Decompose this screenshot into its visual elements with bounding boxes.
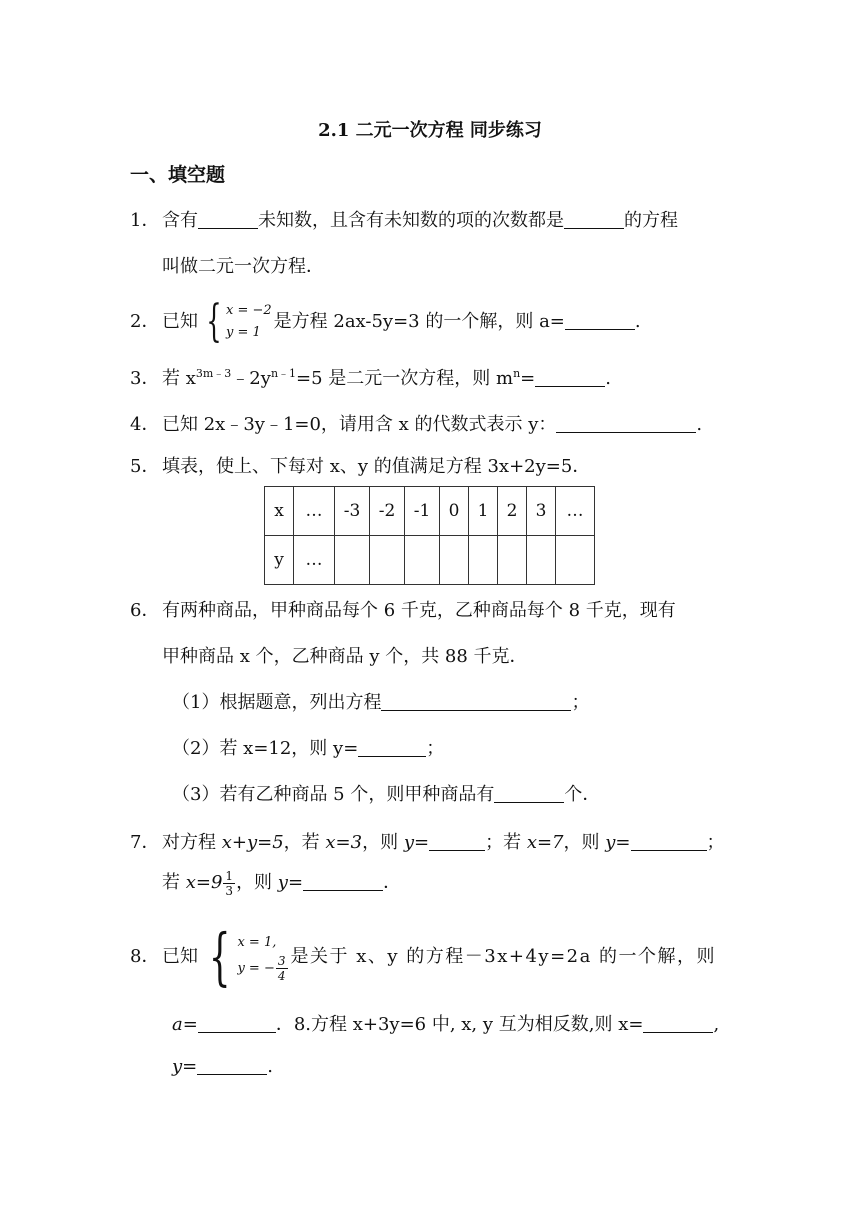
table-cell: 2 [498,487,527,536]
text: 是方程 2ax-5y=3 的一个解，则 a= [273,311,565,332]
equation: y= [172,1056,198,1077]
exponent: 3m﹣3 [195,367,232,380]
table-cell-input[interactable] [405,536,440,585]
table-cell: y [265,536,294,585]
question-6-part-1 [172,688,589,714]
denominator: 3 [225,883,234,898]
text: 若 [162,872,186,893]
text: ； [706,832,725,853]
question-number: 7． [130,832,160,853]
brace-icon: { [208,920,231,993]
text: = [520,368,536,389]
text: 个． [564,784,601,805]
text: 是关于 x、y 的方程－3x+4y=2a 的一个解，则 [290,946,717,967]
text: ，则 [362,832,404,853]
table-cell: x [265,487,294,536]
answer-blank[interactable] [303,872,383,891]
text: =5 是二元一次方程，则 m [296,368,514,389]
text: 若 x [162,368,196,389]
question-number: 6． [130,600,160,621]
exponent: n [513,367,521,380]
question-6-part-3 [172,780,600,806]
question-number: 2． [130,311,160,332]
question-7-cont [162,868,401,898]
table-cell-input[interactable] [527,536,556,585]
text: . [605,368,611,389]
numerator: 1 [225,868,234,883]
text: ； [426,738,445,759]
text: ，若 [283,832,326,853]
equation: x+y=5 [221,832,284,853]
equation-system [200,920,289,993]
text: ； [571,692,590,713]
question-number: 3． [130,368,160,389]
question-1-cont: 叫做二元一次方程． [162,256,324,277]
question-2 [130,296,641,347]
table-cell: 1 [469,487,498,536]
table-cell: … [294,536,335,585]
table-row-x [265,487,595,536]
text: 未知数，且含有未知数的项的次数都是 [258,210,564,231]
question-5 [130,452,590,478]
equation: a= [172,1014,198,1035]
answer-blank[interactable] [358,738,426,757]
question-number: 1． [130,210,160,231]
text: ．8.方程 x+3y=6 中, x, y 互为相反数,则 x= [275,1014,644,1035]
question-8-cont-2 [172,1056,273,1077]
text: , [713,1014,720,1035]
answer-blank[interactable] [198,1014,276,1033]
table-cell: 0 [440,487,469,536]
table-cell-input[interactable] [440,536,469,585]
system-line: y = − $\frac{3}{4}$ [237,953,286,983]
text: （2）若 x=12，则 y= [172,738,359,759]
text: 含有 [162,210,198,231]
text: 已知 [162,946,198,967]
equation: y= [605,832,631,853]
answer-blank[interactable] [564,210,624,229]
text: 的方程 [624,210,678,231]
numerator: 3 [277,953,286,968]
text: . [634,311,641,332]
table-cell-input[interactable] [469,536,498,585]
fraction [223,869,235,898]
text: 有两种商品，甲种商品每个 6 千克，乙种商品每个 8 千克，现有 [162,600,676,621]
text: . [267,1056,273,1077]
value-table [264,486,595,585]
table-cell: … [294,487,335,536]
question-6 [130,596,676,622]
text: ，则 [236,872,278,893]
section-heading: 一、填空题 [130,164,226,186]
system-line: x = −2 [226,303,272,318]
text: 对方程 [162,832,222,853]
question-8-cont [172,1010,719,1036]
answer-blank[interactable] [429,832,485,851]
text: （1）根据题意，列出方程 [172,692,382,713]
text: ﹣2y [231,368,271,389]
exponent: n﹣1 [270,367,297,380]
equation: y= [277,872,304,893]
table-cell: -3 [335,487,370,536]
answer-blank[interactable] [198,210,258,229]
page-title: 2.1 二元一次方程 同步练习 [318,120,542,141]
answer-blank[interactable] [631,832,707,851]
table-cell: -2 [370,487,405,536]
table-cell-input[interactable] [335,536,370,585]
question-number: 5． [130,456,160,477]
table-cell-input[interactable] [556,536,595,585]
brace-icon: { [206,296,222,347]
text: 已知 [162,311,198,332]
answer-blank[interactable] [556,414,696,433]
equation: y= [403,832,430,853]
table-row-y [265,536,595,585]
question-8 [130,920,717,993]
table-cell-input[interactable] [370,536,405,585]
text: （3）若有乙种商品 5 个，则甲种商品有 [172,784,495,805]
table-cell-input[interactable] [498,536,527,585]
equation: x=7 [526,832,564,853]
answer-blank[interactable] [565,311,635,330]
table-cell: 3 [527,487,556,536]
text: 已知 2x﹣3y﹣1=0，请用含 x 的代数式表示 y： [162,414,557,435]
question-1 [130,206,678,232]
question-6-part-2 [172,734,444,760]
question-number: 4． [130,414,160,435]
question-7 [130,828,725,854]
answer-blank[interactable] [494,784,564,803]
question-4 [130,410,702,436]
text: ． [383,872,402,893]
text: ，则 [563,832,606,853]
system-line: x = 1, [237,934,277,950]
answer-blank[interactable] [643,1014,713,1033]
equation-system [200,296,272,347]
text: 填表，使上、下每对 x、y 的值满足方程 3x+2y=5． [162,456,591,477]
system-line: y = 1 [226,325,261,340]
answer-blank[interactable] [381,692,571,711]
answer-blank[interactable] [197,1056,267,1075]
question-3 [130,364,611,390]
question-number: 8． [130,946,160,967]
text: ；若 [485,832,527,853]
question-6-cont: 甲种商品 x 个，乙种商品 y 个，共 88 千克． [162,646,528,667]
table-cell: … [556,487,595,536]
equation: x=3 [325,832,363,853]
fraction [276,954,288,983]
answer-blank[interactable] [535,368,605,387]
equation: x=9 [185,872,223,893]
text: . [696,414,703,435]
table-cell: -1 [405,487,440,536]
denominator: 4 [277,968,286,983]
